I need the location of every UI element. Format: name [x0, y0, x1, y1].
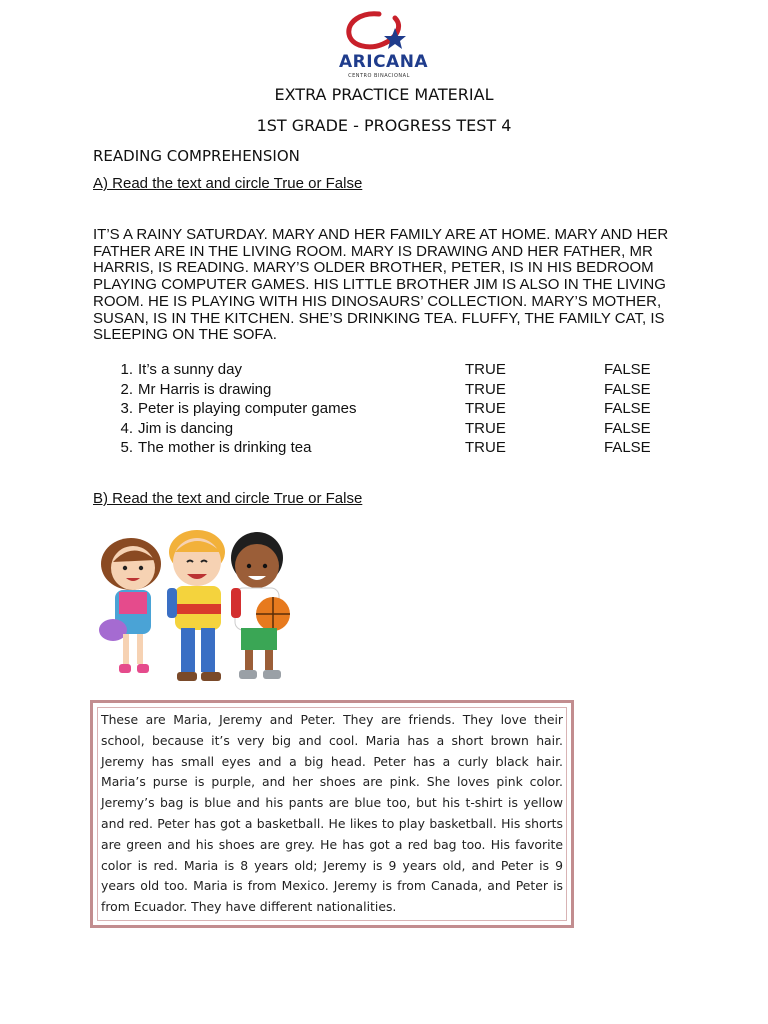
logo-subtitle: CENTRO BINACIONAL: [348, 73, 410, 79]
question-row: [115, 381, 675, 401]
question-row: [115, 420, 675, 440]
question-text: Mr Harris is drawing: [138, 380, 272, 398]
question-list: [115, 361, 675, 459]
part-a-instruction: A) Read the text and circle True or False: [93, 175, 363, 192]
false-option[interactable]: FALSE: [604, 361, 651, 378]
question-number: 5.: [120, 439, 133, 457]
true-option[interactable]: TRUE: [465, 380, 506, 398]
false-option[interactable]: FALSE: [604, 439, 651, 457]
question-row: [115, 439, 675, 459]
question-text: Peter is playing computer games: [138, 400, 357, 418]
true-option[interactable]: TRUE: [465, 439, 506, 457]
question-number: 1.: [120, 361, 133, 378]
question-row: [115, 361, 675, 381]
false-option[interactable]: FALSE: [604, 380, 651, 398]
three-kids-icon: [93, 522, 303, 692]
true-option[interactable]: TRUE: [465, 400, 506, 418]
question-number: 2.: [120, 380, 133, 398]
story-textbox: [90, 700, 574, 928]
question-number: 4.: [120, 419, 133, 437]
page-subtitle: 1ST GRADE - PROGRESS TEST 4: [256, 116, 512, 135]
section-title: READING COMPREHENSION: [93, 147, 300, 165]
question-row: [115, 400, 675, 420]
aricana-logo: [339, 8, 429, 82]
part-b-instruction: B) Read the text and circle True or False: [93, 490, 363, 507]
part-a-passage: IT’S A RAINY SATURDAY. MARY AND HER FAMILY ARE AT HOME. MARY AND HER FATHER ARE IN THE LIVING ROOM. MARY IS DRAWING AND HER FATHER, MR HARRIS, IS READING. MARY’S OLDER BROTHER, PETER, IS IN HIS BEDROOM PLAYING COMPUTER GAMES. HIS LITTLE BROTHER JIM IS ALSO IN THE LIVING ROOM. HE IS PLAYING WITH HIS DINOSAURS’ COLLECTION. MARY’S MOTHER, SUSAN, IS IN THE KITCHEN. SHE’S DRINKING TEA. FLUFFY, THE FAMILY CAT, IS SLEEPING ON THE SOFA.: [93, 226, 669, 344]
question-number: 3.: [120, 400, 133, 418]
false-option[interactable]: FALSE: [604, 400, 651, 418]
true-option[interactable]: TRUE: [465, 361, 506, 378]
page-title: EXTRA PRACTICE MATERIAL: [274, 85, 494, 104]
question-text: The mother is drinking tea: [138, 439, 312, 457]
logo-name: ARICANA: [339, 52, 429, 72]
true-option[interactable]: TRUE: [465, 419, 506, 437]
question-text: It’s a sunny day: [138, 361, 242, 378]
part-b-text: These are Maria, Jeremy and Peter. They are friends. They love their school, because it’s very big and cool. Maria has a short brown hair. Jeremy has small eyes and a big head. Peter has a curly black hair. Maria’s purse is purple, and her shoes are pink. She loves pink color. Jeremy’s bag is blue and his pants are blue too, but his t-shirt is yellow and red. Peter has got a basketball. He likes to play basketball. His shorts are green and his shoes are grey. He has got a red bag too. His favorite color is red. Maria is 8 years old; Jeremy is 9 years old, and Peter is 9 years old too. Maria is from Mexico. Jeremy is from Canada, and Peter is from Ecuador. They have different nationalities.: [101, 712, 563, 915]
kids-illustration: [93, 522, 303, 692]
question-text: Jim is dancing: [138, 419, 234, 437]
logo-emblem-icon: [339, 8, 419, 56]
false-option[interactable]: FALSE: [604, 419, 651, 437]
